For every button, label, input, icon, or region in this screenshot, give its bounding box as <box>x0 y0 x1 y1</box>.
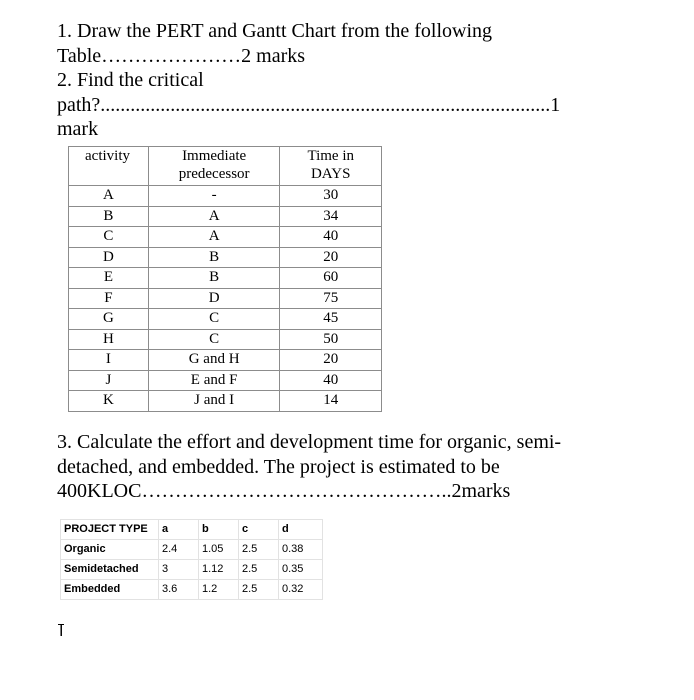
coefficient-cell: 0.35 <box>279 560 323 580</box>
predecessor-cell: B <box>148 247 280 268</box>
activity-cell: D <box>69 247 149 268</box>
project-type-cell: Organic <box>61 540 159 560</box>
activity-table-header-row <box>69 147 382 186</box>
activity-cell: H <box>69 329 149 350</box>
question-3-block <box>57 430 561 504</box>
time-cell: 14 <box>280 391 382 412</box>
predecessor-cell: C <box>148 329 280 350</box>
coefficient-cell: 0.38 <box>279 540 323 560</box>
activity-row <box>69 309 382 330</box>
time-cell: 40 <box>280 370 382 391</box>
coefficient-cell: 2.5 <box>239 540 279 560</box>
time-cell: 20 <box>280 350 382 371</box>
activity-row <box>69 206 382 227</box>
time-cell: 50 <box>280 329 382 350</box>
header-time-line1: Time in <box>307 148 354 164</box>
question-1-block <box>57 19 560 142</box>
cocomo-header-cell: a <box>159 520 199 540</box>
predecessor-cell: C <box>148 309 280 330</box>
predecessor-cell: A <box>148 206 280 227</box>
time-cell: 40 <box>280 227 382 248</box>
question-3-line2: detached, and embedded. The project is estimated to be <box>57 455 500 478</box>
question-1-marks-line: Table…………………2 marks <box>57 44 306 67</box>
header-time-line2: DAYS <box>310 166 351 182</box>
activity-table <box>68 146 382 412</box>
predecessor-cell: J and I <box>148 391 280 412</box>
predecessor-cell: - <box>148 186 280 207</box>
project-type-cell: Semidetached <box>61 560 159 580</box>
activity-cell: A <box>69 186 149 207</box>
time-cell: 34 <box>280 206 382 227</box>
header-time <box>280 147 382 186</box>
activity-cell: G <box>69 309 149 330</box>
question-2-line: 2. Find the critical <box>57 69 204 91</box>
activity-row <box>69 227 382 248</box>
coefficient-cell: 2.5 <box>239 560 279 580</box>
header-activity <box>69 147 149 186</box>
activity-cell: K <box>69 391 149 412</box>
time-cell: 60 <box>280 268 382 289</box>
coefficient-cell: 3 <box>159 560 199 580</box>
coefficient-cell: 0.32 <box>279 580 323 600</box>
activity-cell: C <box>69 227 149 248</box>
activity-cell: E <box>69 268 149 289</box>
activity-row <box>69 288 382 309</box>
project-type-cell: Embedded <box>61 580 159 600</box>
cocomo-table <box>60 519 323 600</box>
question-3-line1: 3. Calculate the effort and development time for organic, semi- <box>57 431 562 453</box>
activity-row <box>69 186 382 207</box>
cocomo-row <box>61 560 323 580</box>
activity-cell: F <box>69 288 149 309</box>
coefficient-cell: 3.6 <box>159 580 199 600</box>
header-predecessor-line1: Immediate <box>182 148 247 164</box>
activity-row <box>69 370 382 391</box>
question-2-dots-line: path?..........................................................................................1 <box>57 93 561 116</box>
activity-row <box>69 350 382 371</box>
predecessor-cell: G and H <box>148 350 280 371</box>
activity-cell: J <box>69 370 149 391</box>
coefficient-cell: 1.2 <box>199 580 239 600</box>
predecessor-cell: D <box>148 288 280 309</box>
activity-row <box>69 329 382 350</box>
coefficient-cell: 2.4 <box>159 540 199 560</box>
activity-cell: I <box>69 350 149 371</box>
time-cell: 75 <box>280 288 382 309</box>
cocomo-row <box>61 540 323 560</box>
coefficient-cell: 1.12 <box>199 560 239 580</box>
cocomo-header-cell: c <box>239 520 279 540</box>
time-cell: 30 <box>280 186 382 207</box>
activity-cell: B <box>69 206 149 227</box>
cocomo-header-cell: d <box>279 520 323 540</box>
time-cell: 20 <box>280 247 382 268</box>
activity-row <box>69 268 382 289</box>
question-1-line: 1. Draw the PERT and Gantt Chart from the following <box>57 20 493 42</box>
coefficient-cell: 2.5 <box>239 580 279 600</box>
predecessor-cell: A <box>148 227 280 248</box>
cocomo-header-cell: PROJECT TYPE <box>61 520 159 540</box>
question-2-marks-line: mark <box>57 118 99 140</box>
predecessor-cell: B <box>148 268 280 289</box>
activity-row <box>69 391 382 412</box>
cocomo-header-cell: b <box>199 520 239 540</box>
header-activity-label: activity <box>85 148 130 164</box>
coefficient-cell: 1.05 <box>199 540 239 560</box>
question-3-line3: 400KLOC………………………………………..2marks <box>57 480 511 502</box>
time-cell: 45 <box>280 309 382 330</box>
predecessor-cell: E and F <box>148 370 280 391</box>
cocomo-row <box>61 580 323 600</box>
footer-mark: I <box>59 623 64 640</box>
header-predecessor <box>148 147 280 186</box>
activity-row <box>69 247 382 268</box>
cocomo-header-row <box>61 520 323 540</box>
header-predecessor-line2: predecessor <box>178 166 250 182</box>
